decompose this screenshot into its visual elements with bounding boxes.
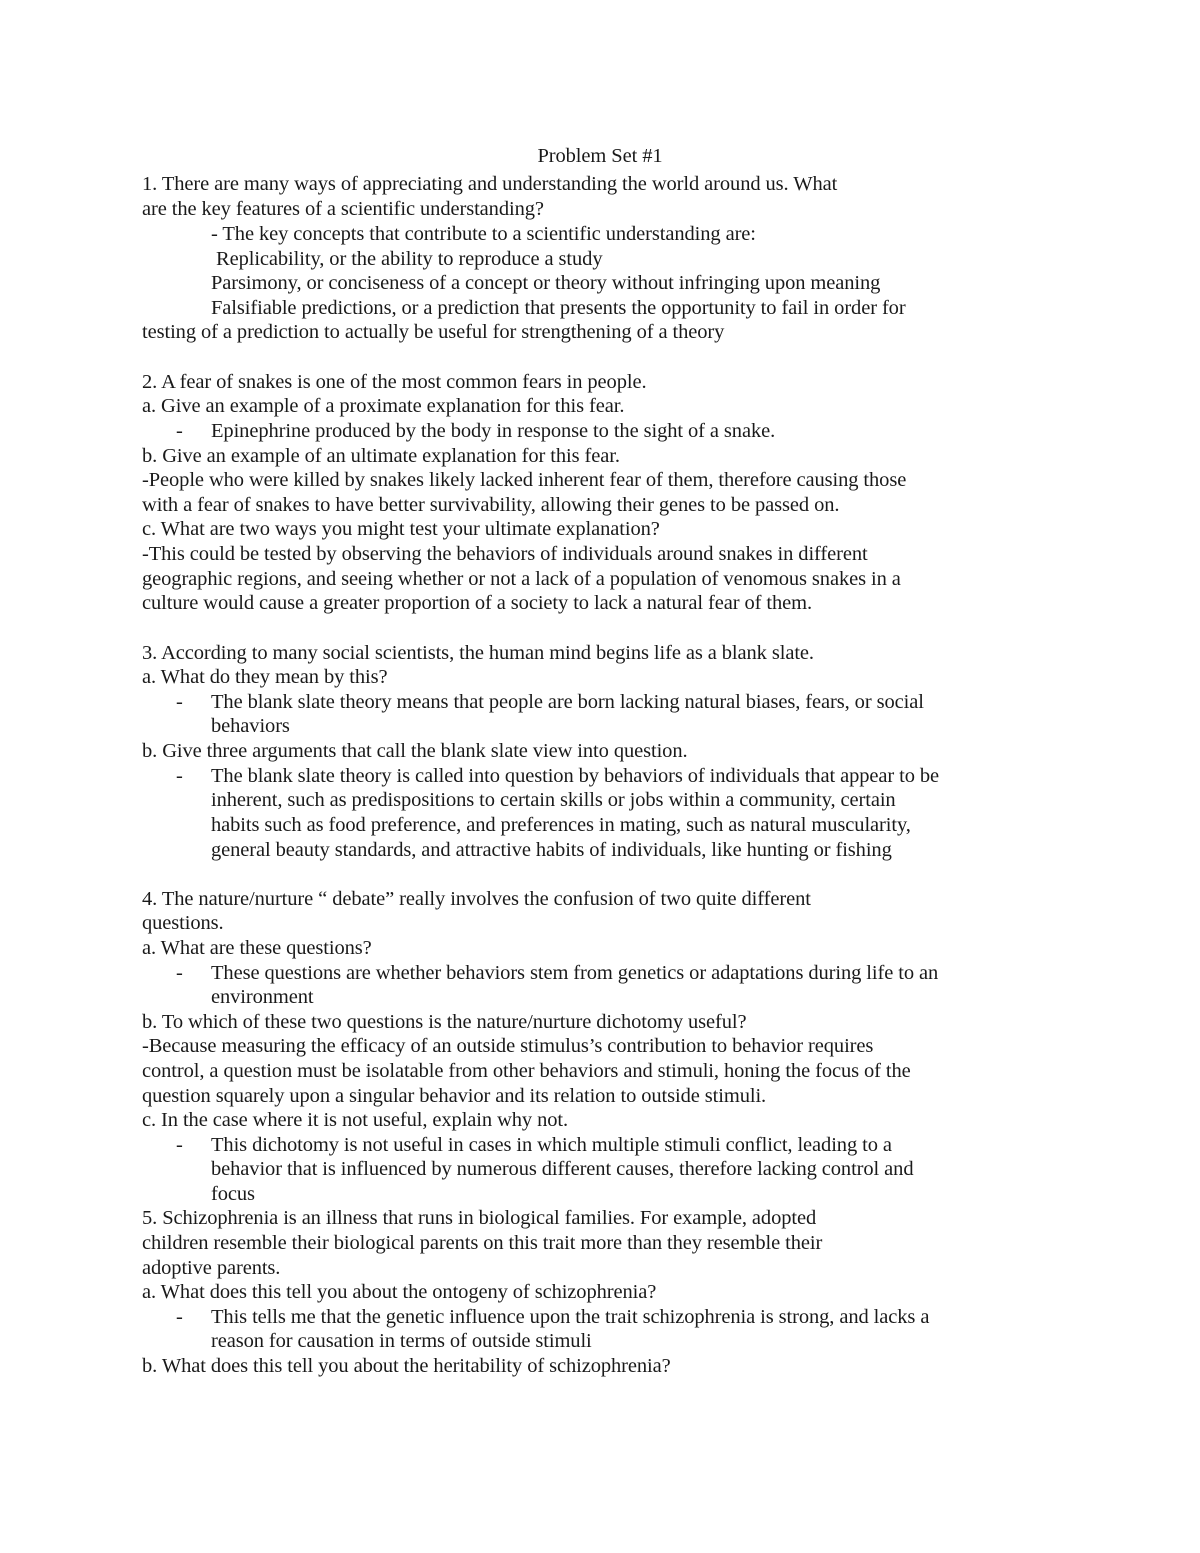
- q1-prompt-line: 1. There are many ways of appreciating and understanding the world around us. What: [142, 173, 838, 195]
- q3b-prompt: b. Give three arguments that call the blank slate view into question.: [142, 740, 688, 762]
- q1-answer-intro: - The key concepts that contribute to a scientific understanding are:: [211, 223, 756, 245]
- q4b-prompt: b. To which of these two questions is the nature/nurture dichotomy useful?: [142, 1011, 747, 1033]
- bullet-dash: -: [176, 1134, 183, 1156]
- q4-prompt-line: questions.: [142, 912, 224, 934]
- q4b-answer-line: control, a question must be isolatable from other behaviors and stimuli, honing the focus of the: [142, 1060, 911, 1082]
- q3b-answer-line: habits such as food preference, and preferences in mating, such as natural muscularity,: [211, 814, 911, 836]
- q5a-answer-line: This tells me that the genetic influence upon the trait schizophrenia is strong, and lacks a: [211, 1306, 930, 1328]
- q3b-answer-line: The blank slate theory is called into question by behaviors of individuals that appear to be: [211, 765, 940, 787]
- q1-answer-point: Parsimony, or conciseness of a concept or theory without infringing upon meaning: [211, 272, 881, 294]
- q1-answer-point: Replicability, or the ability to reproduce a study: [216, 248, 603, 270]
- q5-prompt-line: children resemble their biological parents on this trait more than they resemble their: [142, 1232, 823, 1254]
- q2a-prompt: a. Give an example of a proximate explanation for this fear.: [142, 395, 625, 417]
- q4b-answer-line: -Because measuring the efficacy of an outside stimulus’s contribution to behavior requires: [142, 1035, 874, 1057]
- q4a-prompt: a. What are these questions?: [142, 937, 372, 959]
- q2b-answer-line: with a fear of snakes to have better survivability, allowing their genes to be passed on.: [142, 494, 840, 516]
- q1-answer-point: testing of a prediction to actually be useful for strengthening of a theory: [142, 321, 725, 343]
- q3a-prompt: a. What do they mean by this?: [142, 666, 388, 688]
- q3b-answer-line: inherent, such as predispositions to certain skills or jobs within a community, certain: [211, 789, 896, 811]
- q4c-prompt: c. In the case where it is not useful, explain why not.: [142, 1109, 569, 1131]
- q2-prompt: 2. A fear of snakes is one of the most common fears in people.: [142, 371, 647, 393]
- q4c-answer-line: focus: [211, 1183, 255, 1205]
- q2b-answer-line: -People who were killed by snakes likely lacked inherent fear of them, therefore causing those: [142, 469, 907, 491]
- q5-prompt-line: adoptive parents.: [142, 1257, 281, 1279]
- q2b-prompt: b. Give an example of an ultimate explanation for this fear.: [142, 445, 620, 467]
- q4a-answer-line: environment: [211, 986, 314, 1008]
- q4b-answer-line: question squarely upon a singular behavior and its relation to outside stimuli.: [142, 1085, 767, 1107]
- q3b-answer-line: general beauty standards, and attractive habits of individuals, like hunting or fishing: [211, 839, 892, 861]
- q2c-answer-line: culture would cause a greater proportion of a society to lack a natural fear of them.: [142, 592, 812, 614]
- q5b-prompt: b. What does this tell you about the heritability of schizophrenia?: [142, 1355, 671, 1377]
- q1-prompt-line: are the key features of a scientific understanding?: [142, 198, 544, 220]
- q4a-answer-line: These questions are whether behaviors stem from genetics or adaptations during life to an: [211, 962, 939, 984]
- bullet-dash: -: [176, 1306, 183, 1328]
- q3-prompt: 3. According to many social scientists, the human mind begins life as a blank slate.: [142, 642, 814, 664]
- q2c-answer-line: geographic regions, and seeing whether or not a lack of a population of venomous snakes in a: [142, 568, 901, 590]
- q3a-answer-line: behaviors: [211, 715, 290, 737]
- q5a-answer-line: reason for causation in terms of outside stimuli: [211, 1330, 592, 1352]
- bullet-dash: -: [176, 765, 183, 787]
- q2a-answer: Epinephrine produced by the body in response to the sight of a snake.: [211, 420, 776, 442]
- bullet-dash: -: [176, 420, 183, 442]
- q3a-answer-line: The blank slate theory means that people are born lacking natural biases, fears, or social: [211, 691, 924, 713]
- q2c-prompt: c. What are two ways you might test your ultimate explanation?: [142, 518, 660, 540]
- q4c-answer-line: This dichotomy is not useful in cases in which multiple stimuli conflict, leading to a: [211, 1134, 892, 1156]
- q5-prompt-line: 5. Schizophrenia is an illness that runs in biological families. For example, adopted: [142, 1207, 817, 1229]
- q5a-prompt: a. What does this tell you about the ontogeny of schizophrenia?: [142, 1281, 657, 1303]
- page-title: Problem Set #1: [537, 145, 663, 167]
- q1-answer-point: Falsifiable predictions, or a prediction that presents the opportunity to fail in order for: [211, 297, 906, 319]
- q4-prompt-line: 4. The nature/nurture “ debate” really involves the confusion of two quite different: [142, 888, 811, 910]
- q2c-answer-line: -This could be tested by observing the behaviors of individuals around snakes in different: [142, 543, 868, 565]
- q4c-answer-line: behavior that is influenced by numerous different causes, therefore lacking control and: [211, 1158, 914, 1180]
- bullet-dash: -: [176, 962, 183, 984]
- bullet-dash: -: [176, 691, 183, 713]
